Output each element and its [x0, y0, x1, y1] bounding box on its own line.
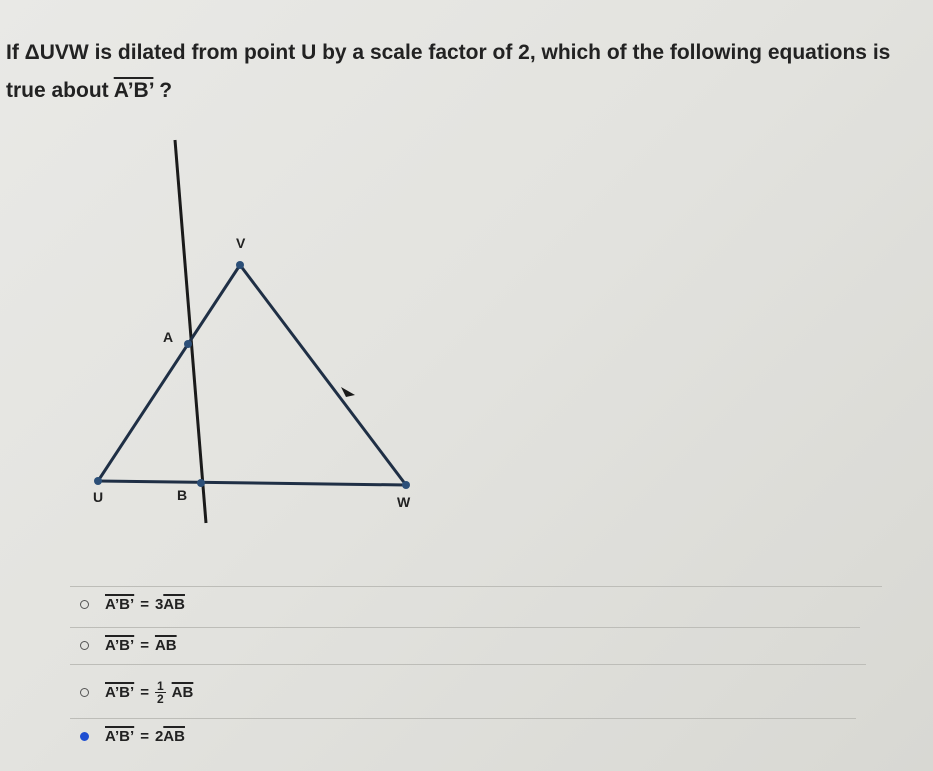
segment-a-prime-b-prime: A’B’: [113, 79, 154, 102]
point-b: [197, 479, 205, 487]
radio-button[interactable]: [80, 688, 89, 697]
label-w: W: [397, 494, 411, 510]
option-2ab[interactable]: A’B’ = $2\overline{AB}$: [80, 722, 185, 750]
line-through-a-b: [175, 140, 206, 523]
fraction: $\frac{1}{2}$: [156, 678, 164, 706]
point-a: [184, 340, 192, 348]
point-v: [236, 261, 244, 269]
option-half-ab[interactable]: A’B’ = $\frac{1}{2}$ $\overline{AB}$: [80, 674, 193, 710]
segment-u-v: [98, 265, 240, 481]
label-v: V: [236, 235, 246, 251]
option-3ab[interactable]: A’B’ = $3\overline{AB}$: [80, 590, 185, 618]
divider: [70, 627, 860, 628]
point-u: [94, 477, 102, 485]
radio-button-selected[interactable]: [80, 732, 89, 741]
divider: [70, 586, 882, 587]
radio-button[interactable]: [80, 641, 89, 650]
option-ab[interactable]: A’B’ = $\overline{AB}$: [80, 631, 177, 659]
radio-button[interactable]: [80, 600, 89, 609]
label-u: U: [93, 489, 104, 505]
divider: [70, 718, 856, 719]
question-line-1: If ΔUVW is dilated from point U by a scale factor of 2, which of the following equations is: [6, 41, 891, 64]
point-w: [402, 481, 410, 489]
label-a: A: [163, 329, 174, 345]
question-line-2: true about A’B’ ?: [6, 79, 173, 102]
divider: [70, 664, 866, 665]
triangle-figure: [60, 135, 440, 535]
label-b: B: [177, 487, 188, 503]
segment-v-w: [240, 265, 406, 485]
question-text: [6, 34, 921, 110]
segment-u-w: [98, 481, 406, 485]
